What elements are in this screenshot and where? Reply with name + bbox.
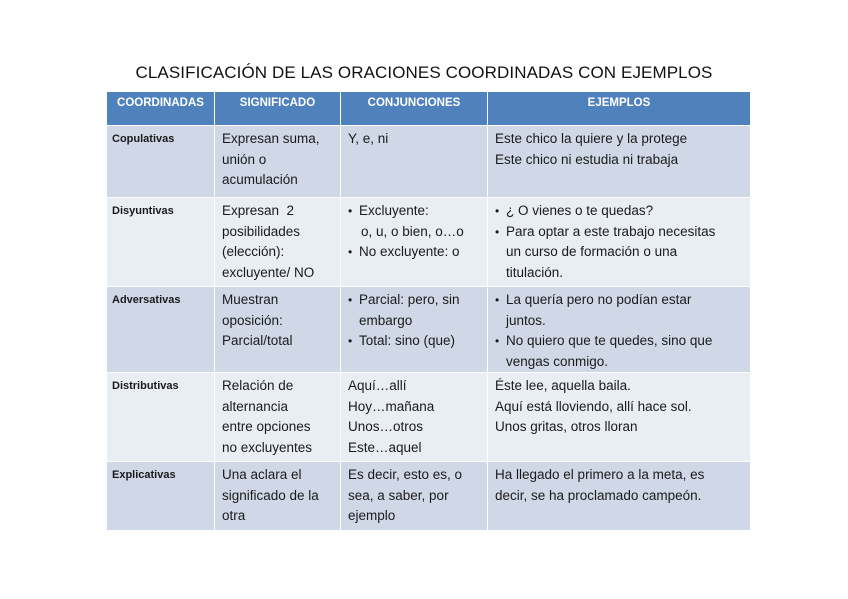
table-row-adversativas [107, 287, 751, 373]
header-row [107, 92, 751, 126]
column-header-significado: SIGNIFICADO [215, 92, 341, 126]
examples-cell [488, 198, 751, 287]
meaning-cell [215, 462, 341, 531]
meaning-line: Muestran [222, 292, 279, 307]
table-row-distributivas [107, 373, 751, 462]
conjunction-line: Aquí…allí [348, 378, 407, 393]
list-item [495, 222, 746, 284]
list-item [348, 242, 483, 263]
column-header-coordinadas: COORDINADAS [107, 92, 215, 126]
conjunction-list [348, 290, 483, 352]
example-line: • No quiero que te quedes, sino que [506, 333, 713, 348]
meaning-line: acumulación [222, 172, 298, 187]
table-row-copulativas [107, 126, 751, 198]
conjunction-line: Y, e, ni [348, 131, 389, 146]
meaning-line: Expresan suma, [222, 131, 320, 146]
list-item [495, 331, 746, 372]
list-item [348, 201, 483, 242]
meaning-line: unión o [222, 151, 267, 167]
meaning-line: Una aclara el [222, 467, 302, 482]
example-line: • ¿ O vienes o te quedas? [506, 203, 654, 218]
conjunction-list [348, 201, 483, 263]
conjunction-line: ejemplo [348, 508, 396, 523]
example-line: Aquí está lloviendo, allí hace sol. [495, 398, 692, 414]
example-line: un curso de formación o una [506, 244, 678, 259]
meaning-cell [215, 126, 341, 198]
example-line: • Para optar a este trabajo necesitas [506, 223, 716, 239]
category-cell: Disyuntivas [107, 198, 215, 287]
column-header-conjunciones: CONJUNCIONES [341, 92, 488, 126]
meaning-line: Parcial/total [222, 333, 293, 348]
meaning-line: excluyente/ NO [222, 264, 315, 280]
meaning-line: posibilidades [222, 223, 301, 239]
list-item [495, 201, 746, 222]
conjunctions-cell [341, 126, 488, 198]
list-item [348, 290, 483, 331]
conjunction-line: • Total: sino (que) [359, 333, 456, 348]
list-item [495, 290, 746, 331]
example-line: • La quería pero no podían estar [506, 292, 692, 307]
example-list [495, 290, 746, 372]
meaning-line: no excluyentes [222, 439, 313, 455]
meaning-line: otra [222, 508, 246, 523]
category-cell: Explicativas [107, 462, 215, 531]
list-item [348, 331, 483, 352]
conjunctions-cell [341, 287, 488, 373]
category-cell: Adversativas [107, 287, 215, 373]
meaning-line: entre opciones [222, 419, 311, 434]
conjunctions-cell [341, 198, 488, 287]
examples-cell [488, 373, 751, 462]
category-cell: Copulativas [107, 126, 215, 198]
meaning-line: Relación de [222, 378, 294, 393]
example-line: Ha llegado el primero a la meta, es [495, 467, 705, 482]
conjunctions-cell [341, 373, 488, 462]
category-cell: Distributivas [107, 373, 215, 462]
conjunction-line: • Parcial: pero, sin [359, 292, 460, 307]
examples-cell [488, 462, 751, 531]
example-line: Éste lee, aquella baila. [495, 378, 631, 393]
conjunction-line: Este…aquel [348, 439, 422, 455]
conjunction-line: o, u, o bien, o…o [361, 223, 464, 239]
example-line: Unos gritas, otros lloran [495, 419, 638, 434]
examples-cell [488, 126, 751, 198]
conjunction-line: Hoy…mañana [348, 398, 435, 414]
meaning-cell [215, 373, 341, 462]
page-title: CLASIFICACIÓN DE LAS ORACIONES COORDINADAS CON EJEMPLOS [135, 63, 713, 82]
example-line: titulación. [506, 264, 564, 280]
example-list [495, 201, 746, 283]
table-row-disyuntivas [107, 198, 751, 287]
conjunction-line: Es decir, esto es, o [348, 467, 463, 482]
examples-cell [488, 287, 751, 373]
conjunction-line: • No excluyente: o [359, 244, 460, 259]
example-line: juntos. [506, 312, 546, 328]
meaning-cell [215, 287, 341, 373]
column-header-ejemplos: EJEMPLOS [488, 92, 751, 126]
conjunctions-cell [341, 462, 488, 531]
example-line: Este chico ni estudia ni trabaja [495, 151, 679, 167]
conjunction-line: embargo [359, 312, 413, 328]
example-line: decir, se ha proclamado campeón. [495, 487, 702, 503]
table-row-explicativas [107, 462, 751, 531]
classification-table [106, 91, 751, 531]
conjunction-line: sea, a saber, por [348, 487, 449, 503]
example-line: Este chico la quiere y la protege [495, 131, 688, 146]
meaning-cell [215, 198, 341, 287]
meaning-line: alternancia [222, 398, 289, 414]
meaning-line: oposición: [222, 312, 283, 328]
example-line: vengas conmigo. [506, 353, 609, 369]
conjunction-line: Unos…otros [348, 419, 424, 434]
meaning-line: significado de la [222, 487, 319, 503]
conjunction-line: • Excluyente: [359, 203, 429, 218]
meaning-line: Expresan 2 [222, 203, 295, 218]
meaning-line: (elección): [222, 244, 285, 259]
